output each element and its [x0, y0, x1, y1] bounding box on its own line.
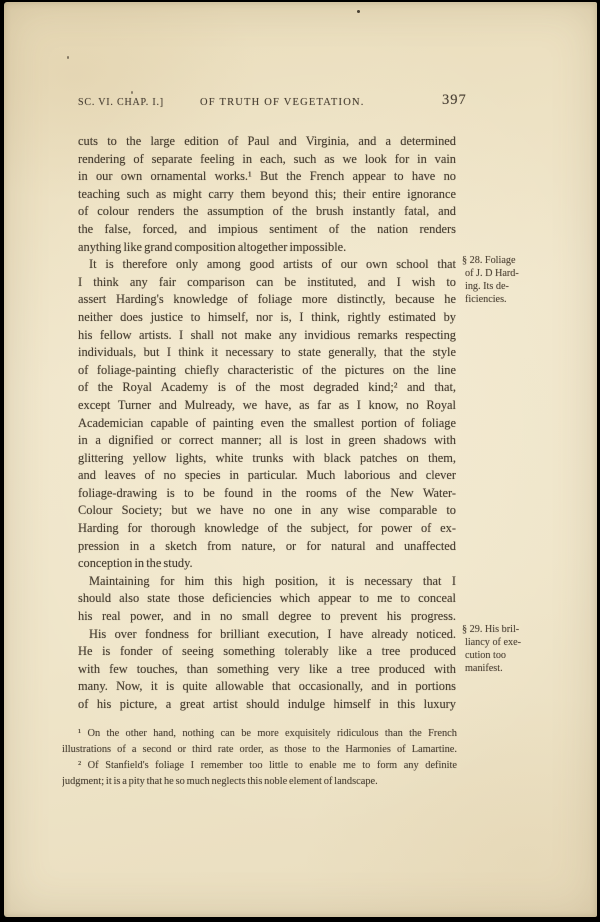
text-line: the false, forced, and impious sentiment of the nation renders [78, 221, 456, 236]
margin-note-section-29 [462, 623, 546, 675]
body-text [78, 133, 456, 714]
text-line: of colour renders the assumption of the brush instantly fatal, and [78, 204, 456, 219]
text-line: neither does justice to himself, nor is, I think, rightly estimated by [78, 309, 456, 324]
text-line: Colour Society; but we have no one in any wise comparable to [78, 503, 456, 518]
text-line: Academician capable of painting even the smallest portion of foliage [78, 415, 456, 430]
margin-note-line: manifest. [465, 663, 503, 674]
text-line: ² Of Stanfield's foliage I remember too little to enable me to form any definite [78, 760, 457, 771]
text-line: glittering yellow lights, white trunks with black patches on them, [78, 450, 456, 465]
text-line: cuts to the large edition of Paul and Virginia, and a determined [78, 134, 456, 148]
running-head-title: OF TRUTH OF VEGETATION. [200, 97, 365, 108]
text-line: of his picture, a great artist should indulge himself in this luxury [78, 697, 456, 711]
text-line: Harding for thorough knowledge of the subject, for power of ex- [78, 521, 456, 536]
margin-note-section-28 [462, 254, 546, 306]
text-line: should also state those deficiencies which appear to me to conceal [78, 591, 456, 606]
text-line: in our own ornamental works.¹ But the French appear to have no [78, 169, 456, 184]
text-line: his real power, and in no small degree to prevent his progress. [78, 609, 456, 624]
text-line: except Turner and Mulready, we have, as far as I know, no Royal [78, 397, 456, 412]
text-line: with few touches, than something very like a tree produced with [78, 661, 456, 676]
text-line: of foliage-painting chiefly characteristic of the pictures on the line [78, 362, 456, 377]
text-line: I think any fair comparison can be instituted, and I wish to [78, 274, 456, 289]
paper-speck [67, 56, 69, 59]
text-line: illustrations of a second or third rate order, as those to the Harmonies of Lamartine. [62, 744, 457, 755]
text-line: judgment; it is a pity that he so much neglects this noble element of landscape. [62, 776, 378, 787]
text-line: His over fondness for brilliant execution, I have already noticed. [89, 626, 456, 641]
text-line: individuals, but I think it necessary to state generally, that the style [78, 345, 456, 360]
margin-note-line: of J. D Hard- [465, 268, 519, 279]
text-line: assert Harding's knowledge of foliage more distinctly, because he [78, 292, 456, 307]
text-line: many. Now, it is quite allowable that occasionally, and in portions [78, 679, 456, 694]
text-line: ¹ On the other hand, nothing can be more exquisitely ridiculous than the French [78, 728, 457, 739]
text-line: and leaves of no species in particular. Much laborious and clever [78, 468, 456, 483]
text-line: of the Royal Academy is of the most degraded kind;² and that, [78, 380, 456, 395]
margin-note-line: § 28. Foliage [462, 255, 516, 266]
text-line: pression in a sketch from nature, or for natural and unaffected [78, 538, 456, 553]
text-line: teaching such as might carry them beyond this; their entire ignorance [78, 186, 456, 201]
text-line: foliage-drawing is to be found in the rooms of the New Water- [78, 485, 456, 500]
text-line: anything like grand composition altogether impossible. [78, 239, 347, 254]
paper-speck [357, 10, 360, 13]
margin-note-line: ing. Its de- [465, 281, 509, 292]
running-head-chapter: SC. VI. CHAP. I.] [78, 97, 164, 108]
text-line: He is fonder of seeing something tolerably like a tree produced [78, 644, 456, 659]
footnotes [62, 726, 457, 790]
paper-speck [131, 91, 133, 94]
text-line: rendering of separate feeling in each, such as we look for in vain [78, 151, 456, 166]
text-line: Maintaining for him this high position, it is necessary that I [89, 573, 456, 588]
text-line: conception in the study. [78, 556, 193, 571]
text-line: in a dignified or correct manner; all is lost in green shadows with [78, 433, 456, 448]
margin-note-line: § 29. His bril- [462, 624, 520, 635]
text-line: It is therefore only among good artists of our own school that [89, 257, 456, 272]
page-paper [4, 2, 597, 917]
text-line: his fellow artists. I shall not make any invidious remarks respecting [78, 327, 456, 342]
margin-note-line: cution too [465, 650, 507, 661]
margin-note-line: ficiencies. [465, 294, 507, 305]
margin-note-line: liancy of exe- [465, 637, 522, 648]
page-number: 397 [442, 92, 467, 108]
